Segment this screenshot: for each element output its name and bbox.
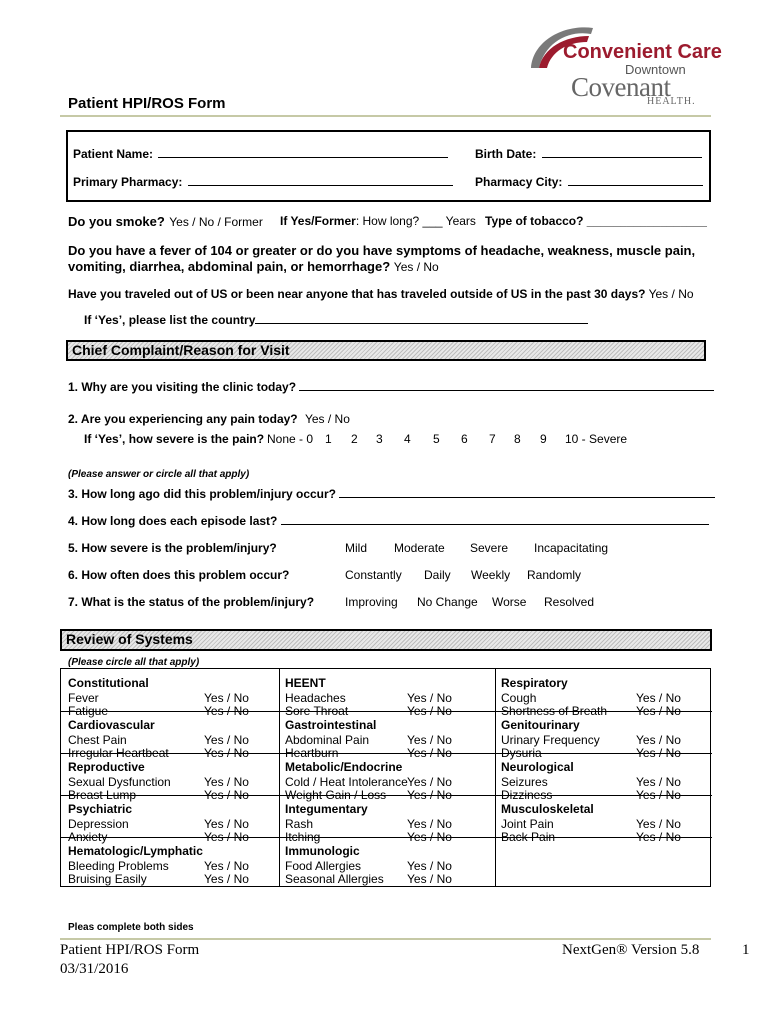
q7-opt-worse[interactable]: Worse xyxy=(492,595,527,609)
tobacco-type: Type of tobacco? __________________ xyxy=(485,214,707,228)
ros-item-anxiety: Anxiety xyxy=(68,830,108,844)
ros-cat-hematologic: Hematologic/Lymphatic xyxy=(68,844,203,858)
ros-yn-weight[interactable]: Yes / No xyxy=(407,788,452,802)
ros-item-food-allergies: Food Allergies xyxy=(285,859,362,873)
logo-downtown: Downtown xyxy=(625,62,686,77)
pain-scale-9[interactable]: 9 xyxy=(540,432,547,446)
ros-item-headaches: Headaches xyxy=(285,691,346,705)
pharmacy-city-row xyxy=(475,175,703,189)
q2-label: 2. Are you experiencing any pain today? xyxy=(68,412,298,426)
ros-item-urinary-frequency: Urinary Frequency xyxy=(501,733,600,747)
ros-yn-bruising-easily[interactable]: Yes / No xyxy=(204,872,249,886)
ros-item-heartburn: Heartburn xyxy=(285,746,339,760)
smoke-options[interactable]: Yes / No / Former xyxy=(169,215,263,229)
ros-item-dysuria: Dysuria xyxy=(501,746,542,760)
pain-scale-10[interactable]: 10 - Severe xyxy=(565,432,628,446)
travel-country-field[interactable] xyxy=(255,313,588,324)
chief-complaint-header xyxy=(66,340,706,361)
q7-opt-resolved[interactable]: Resolved xyxy=(544,595,595,609)
ros-item-back-pain: Back Pain xyxy=(501,830,556,844)
pain-scale-4[interactable]: 4 xyxy=(404,432,411,446)
pharmacy-city-field[interactable] xyxy=(568,175,703,186)
fever-question: Do you have a fever of 104 or greater or do you have symptoms of headache, weakness, muscle pain, xyxy=(68,243,696,258)
patient-info-box xyxy=(66,130,711,202)
patient-name-row xyxy=(73,147,448,161)
travel-row xyxy=(68,287,694,301)
q5-opt-moderate[interactable]: Moderate xyxy=(394,541,445,555)
ros-yn-bleeding-problems[interactable]: Yes / No xyxy=(204,859,249,873)
ros-yn-breast-lump[interactable]: Yes / No xyxy=(204,788,249,802)
smoke-how-long: : How long? ___ Years xyxy=(355,214,476,228)
q3-field[interactable] xyxy=(339,487,715,498)
ros-yn-rash[interactable]: Yes / No xyxy=(407,817,452,831)
ros-item-rash: Rash xyxy=(285,817,314,831)
ros-yn-chest-pain[interactable]: Yes / No xyxy=(204,733,249,747)
pain-scale-3[interactable]: 3 xyxy=(376,432,383,446)
q3-label: 3. How long ago did this problem/injury occur? xyxy=(68,487,337,501)
q2-options[interactable]: Yes / No xyxy=(304,412,350,426)
ros-cat-constitutional: Constitutional xyxy=(68,676,149,690)
ros-note: (Please circle all that apply) xyxy=(68,657,200,668)
q1-row xyxy=(68,380,714,394)
birth-date-field[interactable] xyxy=(542,147,702,158)
patient-name-label: Patient Name: xyxy=(73,147,154,161)
ros-yn-depression[interactable]: Yes / No xyxy=(204,817,249,831)
q5-opt-mild[interactable]: Mild xyxy=(345,541,368,555)
q6-opt-randomly[interactable]: Randomly xyxy=(527,568,582,582)
ros-yn-food-allergies[interactable]: Yes / No xyxy=(407,859,452,873)
answer-note: (Please answer or circle all that apply) xyxy=(68,469,250,480)
ros-cat-neurological: Neurological xyxy=(501,760,574,774)
ros-yn-sexual-dysfunction[interactable]: Yes / No xyxy=(204,775,249,789)
ros-item-chest-pain: Chest Pain xyxy=(68,733,127,747)
ros-item-weight: Weight Gain / Loss xyxy=(285,788,387,802)
q7-opt-no-change[interactable]: No Change xyxy=(417,595,478,609)
ros-item-cold-heat: Cold / Heat Intolerance xyxy=(285,775,408,789)
q6-label: 6. How often does this problem occur? xyxy=(68,568,290,582)
ros-yn-fever[interactable]: Yes / No xyxy=(204,691,249,705)
q3-row xyxy=(68,487,715,501)
pain-scale-0[interactable]: None - 0 xyxy=(267,432,314,446)
q6-opt-weekly[interactable]: Weekly xyxy=(471,568,511,582)
ros-yn-headaches[interactable]: Yes / No xyxy=(407,691,452,705)
ros-item-depression: Depression xyxy=(68,817,129,831)
ros-yn-back-pain[interactable]: Yes / No xyxy=(636,830,681,844)
ros-yn-seizures[interactable]: Yes / No xyxy=(636,775,681,789)
travel-country-label: If ‘Yes’, please list the country xyxy=(84,313,256,327)
q4-label: 4. How long does each episode last? xyxy=(68,514,278,528)
ros-item-itching: Itching xyxy=(285,830,321,844)
travel-country-row xyxy=(84,313,588,327)
pain-scale-5[interactable]: 5 xyxy=(433,432,440,446)
ros-cat-respiratory: Respiratory xyxy=(501,676,568,690)
ros-item-fever: Fever xyxy=(68,691,99,705)
q1-label: 1. Why are you visiting the clinic today? xyxy=(68,380,297,394)
footer-version: NextGen® Version 5.8 xyxy=(562,942,700,958)
ros-yn-cough[interactable]: Yes / No xyxy=(636,691,681,705)
fever-options[interactable]: Yes / No xyxy=(393,260,439,274)
q1-field[interactable] xyxy=(299,380,714,391)
pain-scale-2[interactable]: 2 xyxy=(351,432,358,446)
logo-health: HEALTH. xyxy=(647,96,696,107)
chief-complaint-title: Chief Complaint/Reason for Visit xyxy=(72,342,290,358)
ros-table xyxy=(60,668,711,887)
birth-date-label: Birth Date: xyxy=(475,147,537,161)
ros-item-cough: Cough xyxy=(501,691,537,705)
ros-yn-itching[interactable]: Yes / No xyxy=(407,830,452,844)
pain-scale-1[interactable]: 1 xyxy=(325,432,332,446)
ros-title: Review of Systems xyxy=(66,631,193,647)
pain-scale-6[interactable]: 6 xyxy=(461,432,468,446)
ros-item-sexual-dysfunction: Sexual Dysfunction xyxy=(68,775,171,789)
ros-cat-cardiovascular: Cardiovascular xyxy=(68,718,155,732)
footer-form-name: Patient HPI/ROS Form xyxy=(60,942,200,958)
ros-yn-joint-pain[interactable]: Yes / No xyxy=(636,817,681,831)
pain-severity-label: If ‘Yes’, how severe is the pain? xyxy=(84,432,265,446)
logo xyxy=(525,20,722,110)
ros-cat-genitourinary: Genitourinary xyxy=(501,718,580,732)
q7-label: 7. What is the status of the problem/injury? xyxy=(68,595,315,609)
ros-cat-psychiatric: Psychiatric xyxy=(68,802,133,816)
page-number: 1 xyxy=(742,942,750,958)
ros-yn-urinary-frequency[interactable]: Yes / No xyxy=(636,733,681,747)
ros-cat-reproductive: Reproductive xyxy=(68,760,145,774)
page-title: Patient HPI/ROS Form xyxy=(68,95,226,112)
ros-yn-sore-throat[interactable]: Yes / No xyxy=(407,704,452,718)
ros-cat-immunologic: Immunologic xyxy=(285,844,360,858)
ros-item-abdominal-pain: Abdominal Pain xyxy=(285,733,370,747)
ros-cat-integumentary: Integumentary xyxy=(285,802,368,816)
q4-field[interactable] xyxy=(281,514,709,525)
logo-covenant: Covenant xyxy=(571,72,671,102)
ros-item-sore-throat: Sore Throat xyxy=(285,704,349,718)
ros-item-dizziness: Dizziness xyxy=(501,788,553,802)
q5-opt-severe[interactable]: Severe xyxy=(470,541,509,555)
ros-item-breast-lump: Breast Lump xyxy=(68,788,137,802)
logo-convenient-care: Convenient Care xyxy=(563,41,722,63)
pharmacy-city-label: Pharmacy City: xyxy=(475,175,563,189)
ros-yn-fatigue[interactable]: Yes / No xyxy=(204,704,249,718)
pain-scale-7[interactable]: 7 xyxy=(489,432,496,446)
ros-yn-cold-heat[interactable]: Yes / No xyxy=(407,775,452,789)
ros-item-shortness-of-breath: Shortness of Breath xyxy=(501,704,608,718)
q7-opt-improving[interactable]: Improving xyxy=(345,595,398,609)
ros-yn-anxiety[interactable]: Yes / No xyxy=(204,830,249,844)
ros-cat-musculoskeletal: Musculoskeletal xyxy=(501,802,594,816)
travel-question: Have you traveled out of US or been near anyone that has traveled outside of US in the past 30 days? xyxy=(68,287,646,301)
travel-options[interactable]: Yes / No xyxy=(648,287,694,301)
q5-opt-incapacitating[interactable]: Incapacitating xyxy=(534,541,609,555)
ros-item-irregular-heartbeat: Irregular Heartbeat xyxy=(68,746,169,760)
pain-scale-8[interactable]: 8 xyxy=(514,432,521,446)
ros-yn-heartburn[interactable]: Yes / No xyxy=(407,746,452,760)
ros-yn-shortness-of-breath[interactable]: Yes / No xyxy=(636,704,681,718)
ros-yn-seasonal-allergies[interactable]: Yes / No xyxy=(407,872,452,886)
ros-yn-dizziness[interactable]: Yes / No xyxy=(636,788,681,802)
ros-yn-dysuria[interactable]: Yes / No xyxy=(636,746,681,760)
ros-cat-gastrointestinal: Gastrointestinal xyxy=(285,718,377,732)
ros-item-seizures: Seizures xyxy=(501,775,548,789)
ros-item-bleeding-problems: Bleeding Problems xyxy=(68,859,169,873)
q4-row xyxy=(68,514,709,528)
q6-opt-constantly[interactable]: Constantly xyxy=(345,568,402,582)
ros-cat-heent: HEENT xyxy=(285,676,326,690)
footer-rule xyxy=(60,938,711,940)
pharmacy-label: Primary Pharmacy: xyxy=(73,175,183,189)
footer-date: 03/31/2016 xyxy=(60,961,129,977)
fever-question-2: vomiting, diarrhea, abdominal pain, or hemorrhage? xyxy=(68,259,391,274)
ros-item-fatigue: Fatigue xyxy=(68,704,109,718)
ros-item-joint-pain: Joint Pain xyxy=(501,817,554,831)
smoke-question: Do you smoke? xyxy=(68,214,165,229)
pharmacy-field[interactable] xyxy=(188,175,453,186)
ros-item-seasonal-allergies: Seasonal Allergies xyxy=(285,872,384,886)
complete-both-sides-note: Pleas complete both sides xyxy=(68,922,194,933)
smoke-row xyxy=(68,213,263,231)
ros-item-bruising-easily: Bruising Easily xyxy=(68,872,147,886)
patient-name-field[interactable] xyxy=(158,147,448,158)
pharmacy-row xyxy=(73,175,453,189)
fever-row2 xyxy=(68,259,439,274)
smoke-if-label: If Yes/Former xyxy=(280,214,356,228)
smoke-duration xyxy=(280,214,476,228)
q6-opt-daily[interactable]: Daily xyxy=(424,568,451,582)
q2-row xyxy=(68,412,350,426)
title-rule xyxy=(60,115,711,117)
q5-label: 5. How severe is the problem/injury? xyxy=(68,541,277,555)
ros-yn-abdominal-pain[interactable]: Yes / No xyxy=(407,733,452,747)
ros-cat-metabolic: Metabolic/Endocrine xyxy=(285,760,403,774)
ros-header xyxy=(60,629,712,651)
birth-date-row xyxy=(475,147,702,161)
ros-yn-irregular-heartbeat[interactable]: Yes / No xyxy=(204,746,249,760)
